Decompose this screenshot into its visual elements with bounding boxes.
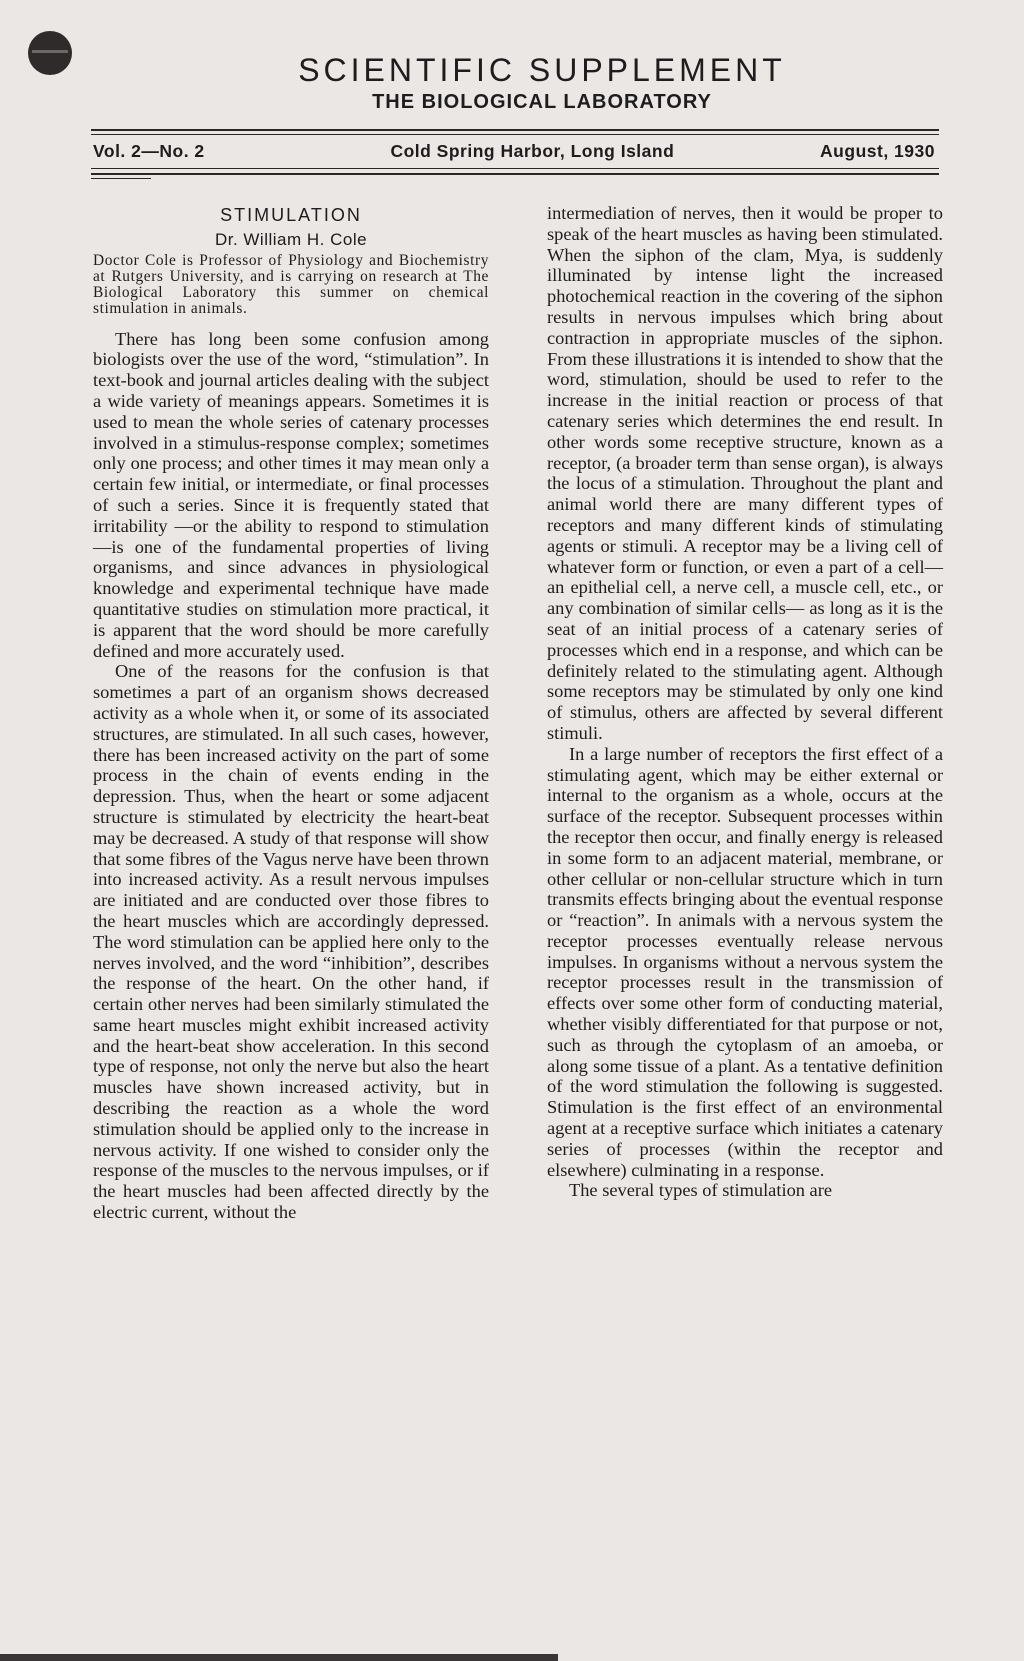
left-column xyxy=(93,200,489,1223)
publication-subtitle: THE BIOLOGICAL LABORATORY xyxy=(372,91,712,113)
publication-title: SCIENTIFIC SUPPLEMENT xyxy=(298,52,786,88)
article-author: Dr. William H. Cole xyxy=(214,229,368,249)
header-rule-top xyxy=(91,129,939,131)
header-rule-top-thin xyxy=(91,134,939,135)
header-rule-bottom-thin xyxy=(91,168,939,169)
header-rule-stub xyxy=(91,178,151,179)
issue-date: August, 1930 xyxy=(820,141,935,161)
header-rule-bottom xyxy=(91,173,939,175)
issue-info-bar xyxy=(93,141,935,162)
body-paragraph: The several types of stimulation are xyxy=(569,1180,833,1201)
author-intro: Doctor Cole is Professor of Physiology and Biochemistry at Rutgers University, and is carrying on research at The Biological Laboratory this summer on chemical stimulation in animals. xyxy=(93,251,489,317)
body-paragraph: One of the reasons for the confusion is that sometimes a part of an organism shows decreased activity as a whole when it, or some of its associated structures, are stimulated. In all such cases, however, there has been increased activity on the part of some process in the chain of events ending in the depression. Thus, when the heart or some adjacent structure is stimulated by electricity the heart-beat may be decreased. A study of that response will show that some fibres of the Vagus nerve have been thrown into increased activity. As a result nervous impulses are initiated and are conducted over those fibres to the heart muscles which are accordingly depressed. The word stimulation can be applied here only to the nerves involved, and the word “inhibition”, describes the response of the heart. On the other hand, if certain other nerves had been similarly stimulated the same heart muscles might exhibit increased activity and the heart-beat show acceleration. In this second type of response, not only the nerve but also the heart muscles have shown increased activity, but in describing the reaction as a whole the word stimulation should be applied only to the increase in nervous activity. If one wished to consider only the response of the muscles to the nervous impulses, or if the heart muscles had been affected directly by the electric current, without the xyxy=(93,661,489,1223)
masthead xyxy=(0,52,1024,114)
issue-location: Cold Spring Harbor, Long Island xyxy=(390,141,675,161)
article-title: STIMULATION xyxy=(220,205,362,225)
body-paragraph: In a large number of receptors the first effect of a stimulating agent, which may be either external or internal to the organism as a whole, occurs at the surface of the receptor. Subsequent processes within the receptor then occur, and finally energy is released in some form to an adjacent material, membrane, or other cellular or non-cellular structure which in turn transmits effects bringing about the eventual response or “reaction”. In animals with a nervous system the receptor processes eventually release nervous impulses. In organisms without a nervous system the receptor processes result in the transmission of effects over some other form of conducting material, whether visibly differentiated for that purpose or not, such as through the cytoplasm of an amoeba, or along some tissue of a plant. As a tentative definition of the word stimulation the following is suggested. Stimulation is the first effect of an environmental agent at a receptive surface which initiates a catenary series of processes (within the receptor and elsewhere) culminating in a response. xyxy=(547,743,943,1180)
bottom-edge-bar xyxy=(0,1654,558,1661)
issue-volume: Vol. 2—No. 2 xyxy=(93,141,205,161)
right-column xyxy=(547,203,943,1201)
body-paragraph-continued: intermediation of nerves, then it would be proper to speak of the heart muscles as having been stimulated. When the siphon of the clam, Mya, is suddenly illuminated by intense light the increased photochemical reaction in the covering of the siphon results in nervous impulses which bring about contraction in appropriate muscles of the siphon. From these illustrations it is intended to show that the word, stimulation, should be used to refer to the increase in the initial reaction or process of that catenary series which determines the end result. In other words some receptive structure, known as a receptor, (a broader term than sense organ), is always the locus of a stimulation. Throughout the plant and animal world there are many different types of receptors and many different kinds of stimulating agents or stimuli. A receptor may be a living cell of whatever form or function, or even a part of a cell—an epithelial cell, a nerve cell, a muscle cell, etc., or any combination of similar cells— as long as it is the seat of an initial process of a catenary series of processes which end in a response, and which can be definitely related to the stimulating agent. Although some receptors may be stimulated by only one kind of stimulus, others are affected by several different stimuli. xyxy=(547,203,943,743)
body-paragraph: There has long been some confusion among biologists over the use of the word, “stimulation”. In text-book and journal articles dealing with the subject a wide variety of meanings appears. Sometimes it is used to mean the whole series of catenary processes involved in a stimulus-response complex; sometimes only one process; and other times it may mean only a certain few initial, or intermediate, or final processes of such a series. Since it is frequently stated that irritability —or the ability to respond to stimulation—is one of the fundamental properties of living organisms, and since advances in physiological knowledge and experimental technique have made quantitative studies on stimulation more practical, it is apparent that the word should be more carefully defined and more accurately used. xyxy=(93,328,489,661)
